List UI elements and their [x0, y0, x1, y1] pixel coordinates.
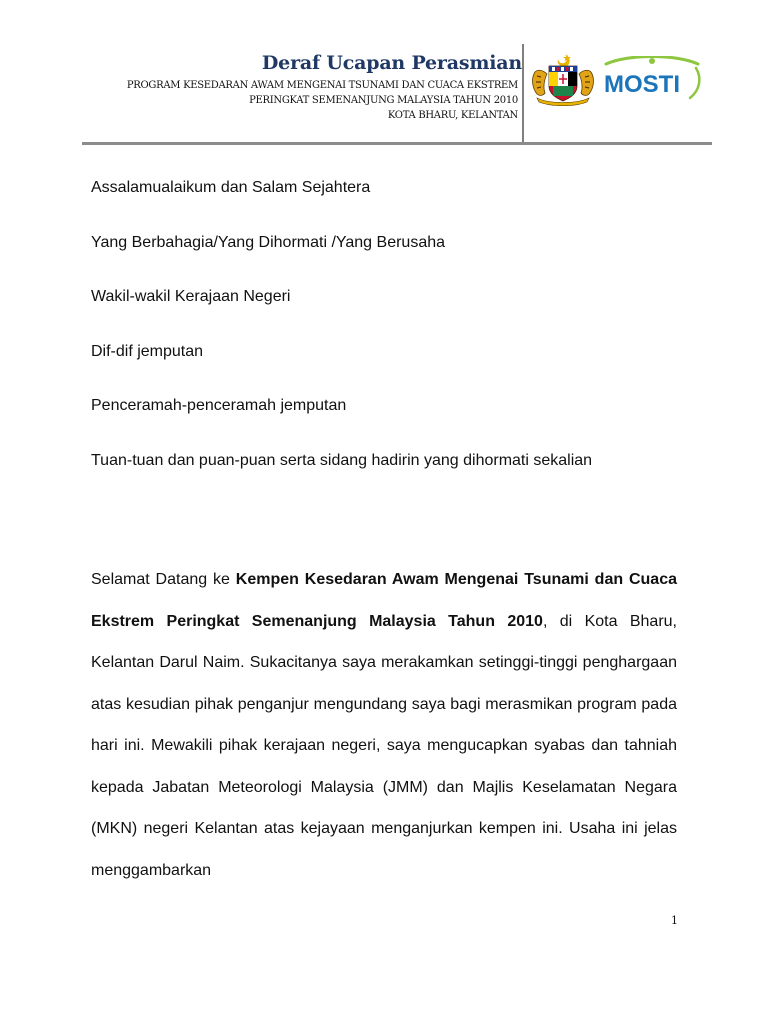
- campaign-name: Kempen Kesedaran Awam Mengenai Tsunami dan Cuaca Ekstrem Peringkat Semenanjung Malaysia Tahun 2010: [91, 571, 678, 630]
- program-location-line: KOTA BHARU, KELANTAN: [387, 110, 518, 121]
- document-title: Deraf Ucapan Perasmian: [261, 52, 522, 74]
- salutation-line: Yang Berbahagia/Yang Dihormati /Yang Berusaha: [91, 234, 446, 251]
- header-horizontal-rule: [82, 142, 712, 145]
- speech-paragraph: [91, 559, 677, 891]
- salutation-line: Penceramah-penceramah jemputan: [91, 397, 347, 414]
- salutation-line: Assalamualaikum dan Salam Sejahtera: [91, 179, 371, 196]
- header-vertical-divider: [522, 44, 524, 142]
- salutation-line: Dif-dif jemputan: [91, 343, 204, 360]
- mosti-wordmark: MOSTI: [604, 71, 680, 98]
- program-name-line: PROGRAM KESEDARAN AWAM MENGENAI TSUNAMI DAN CUACA EKSTREM: [126, 80, 518, 91]
- salutation-line: Wakil-wakil Kerajaan Negeri: [91, 288, 291, 305]
- paragraph-body: , di Kota Bharu, Kelantan Darul Naim. Sukacitanya saya merakamkan setinggi-tinggi penghargaan atas kesudian pihak penganjur mengundang saya bagi merasmikan program pada hari ini. Mewakili pihak kerajaan negeri, saya mengucapkan syabas dan tahniah kepada Jabatan Meteorologi Malaysia (JMM) dan Majlis Keselamatan Negara (MKN) negeri Kelantan atas kejayaan menganjurkan kempen ini. Usaha ini jelas menggambarkan: [91, 612, 677, 879]
- salutation-line: Tuan-tuan dan puan-puan serta sidang hadirin yang dihormati sekalian: [91, 452, 593, 469]
- program-scope-line: PERINGKAT SEMENANJUNG MALAYSIA TAHUN 2010: [249, 95, 518, 106]
- coat-of-arms-logo: [529, 52, 597, 106]
- page-number: 1: [671, 914, 678, 927]
- paragraph-intro: Selamat Datang ke: [91, 571, 236, 588]
- mosti-logo: [598, 56, 706, 106]
